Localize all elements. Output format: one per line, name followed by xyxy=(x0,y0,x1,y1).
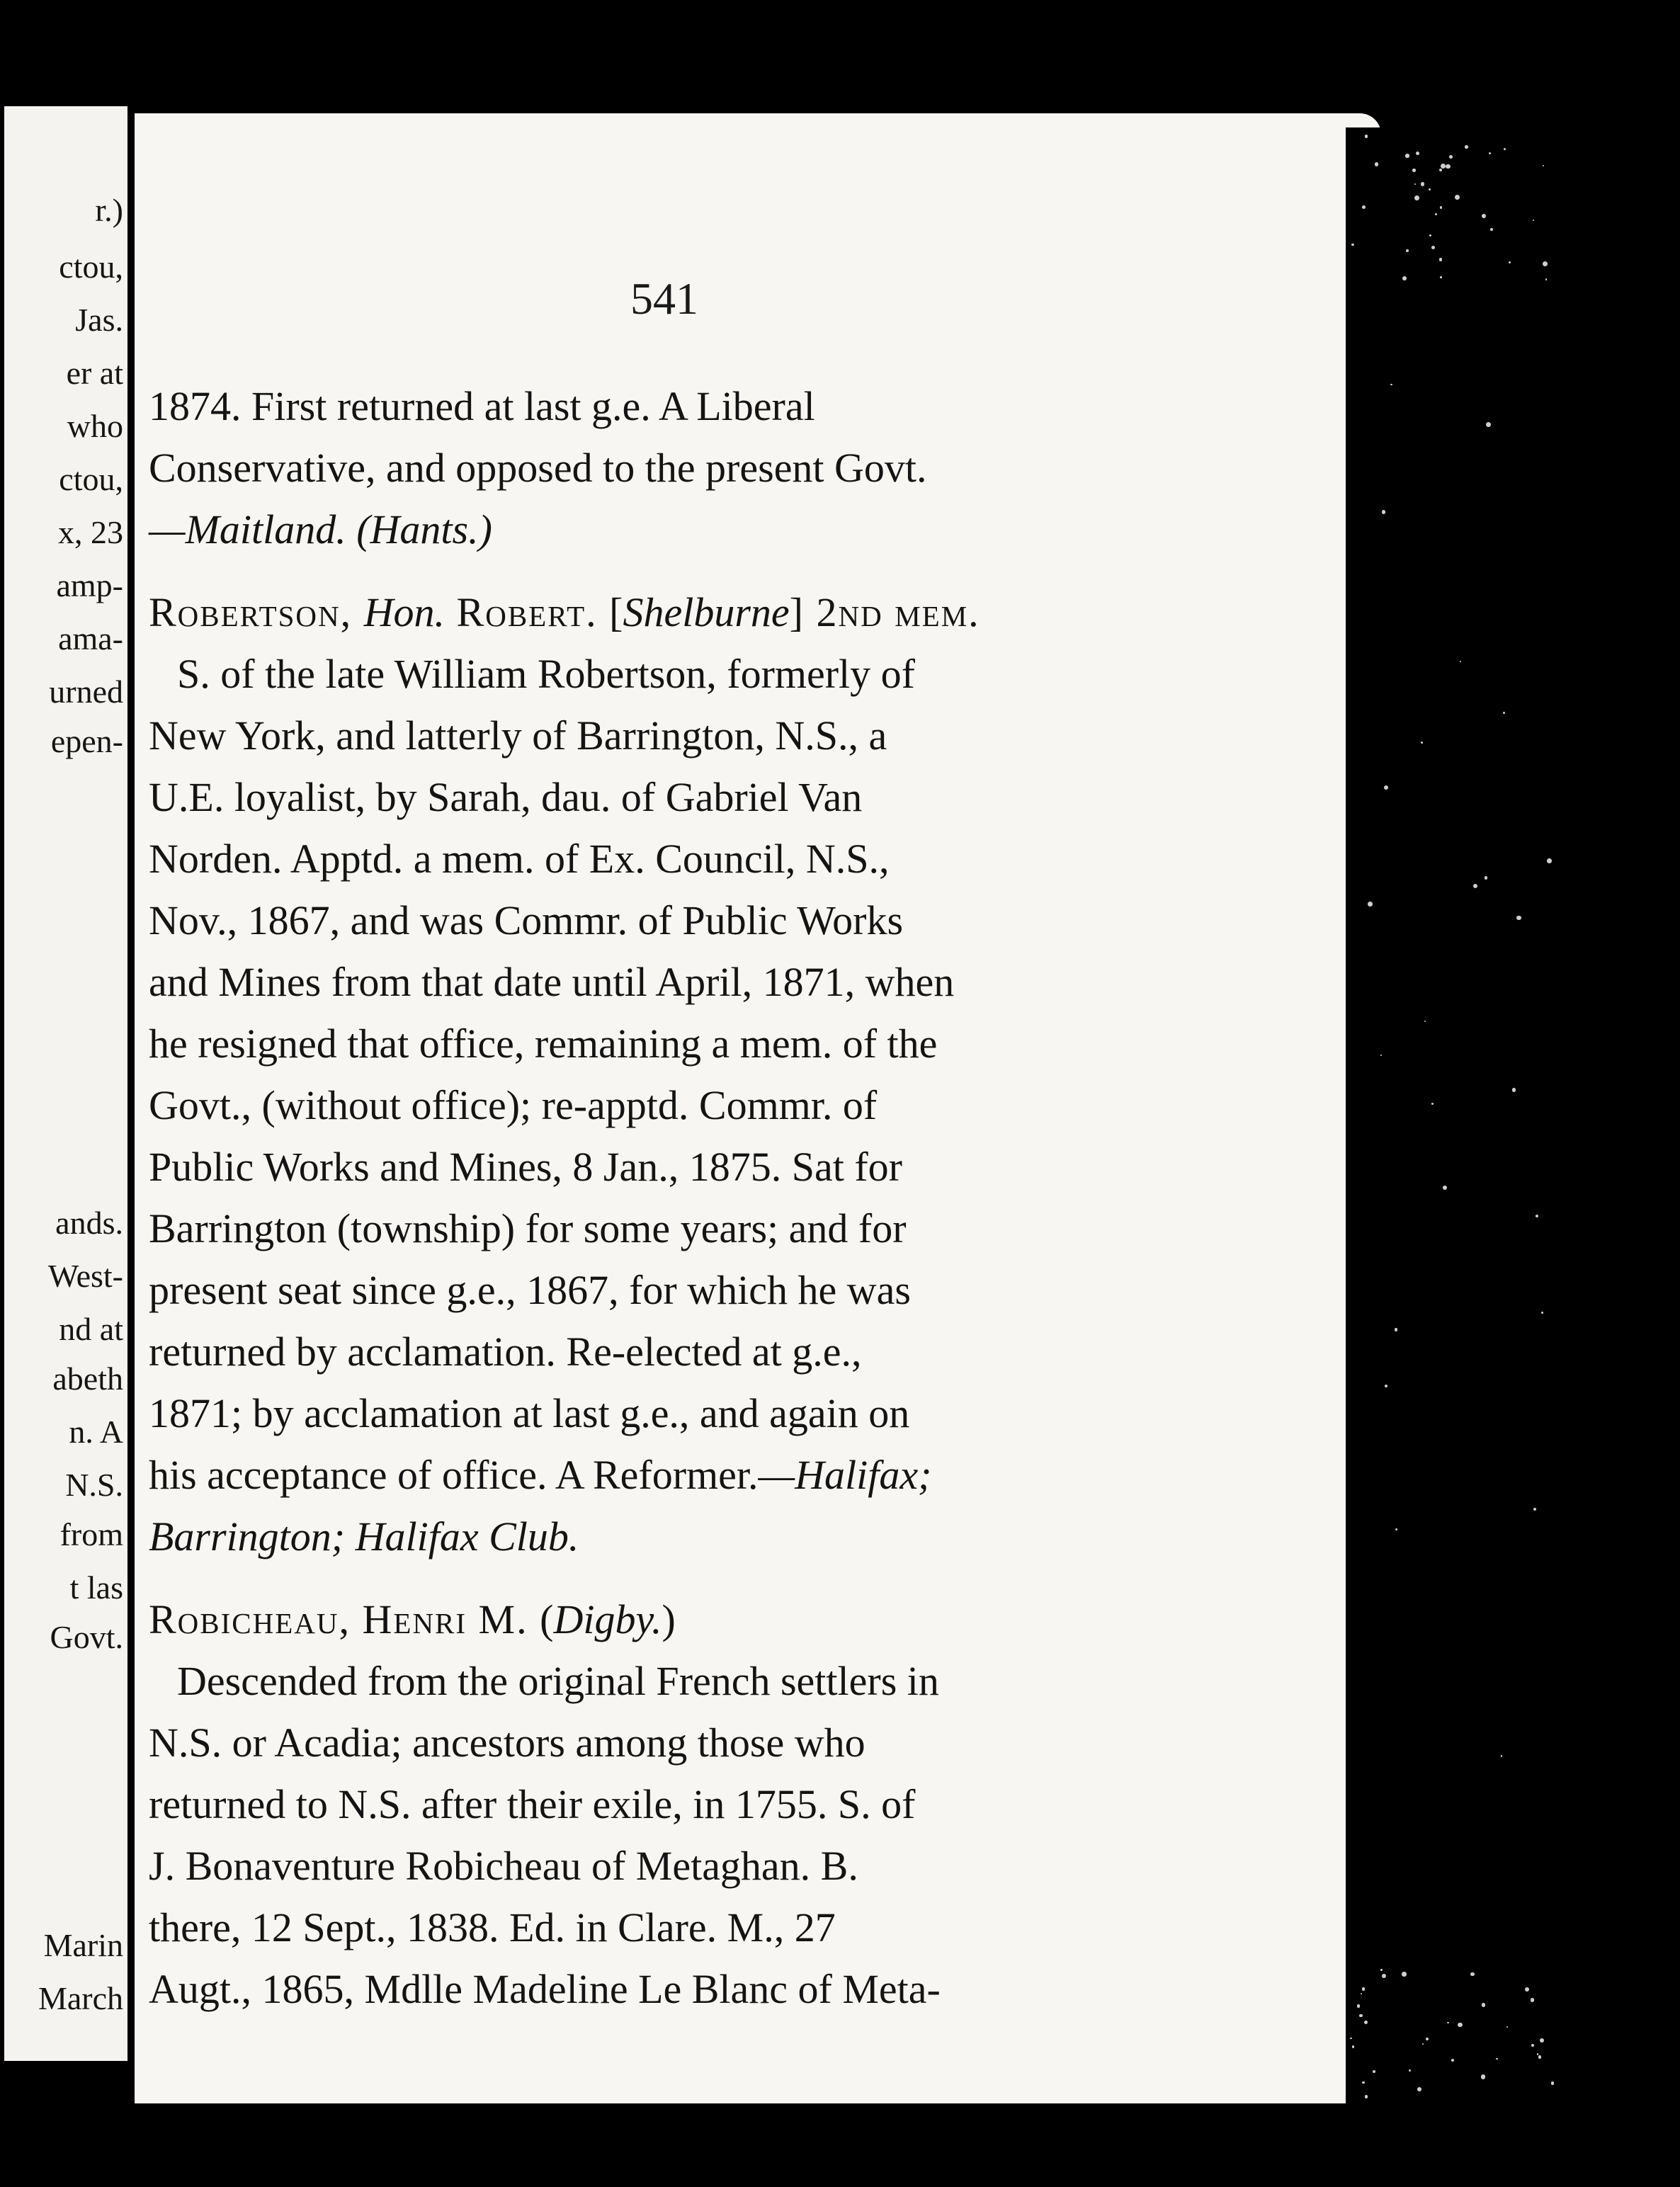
speck-mark xyxy=(1541,1312,1543,1314)
text-line xyxy=(149,951,1197,1013)
left-page-text: Jas. xyxy=(75,302,123,338)
speck-mark xyxy=(1512,1088,1516,1092)
text-run: ] 2nd mem. xyxy=(789,589,980,635)
speck-mark xyxy=(1446,164,1450,169)
text-line xyxy=(149,581,1197,643)
text-run: and Mines from that date until April, 1871, when xyxy=(149,959,955,1005)
text-run: ) xyxy=(662,1596,676,1642)
speck-mark xyxy=(1406,249,1409,252)
left-page-text: March xyxy=(38,1980,123,2016)
speck-mark xyxy=(1421,742,1423,744)
text-line xyxy=(149,1444,1197,1506)
speck-mark xyxy=(1473,884,1478,889)
speck-mark xyxy=(1414,183,1416,185)
speck-mark xyxy=(1506,2026,1508,2028)
speck-mark xyxy=(1416,152,1419,155)
speck-mark xyxy=(1525,1987,1529,1992)
speck-mark xyxy=(1501,1755,1503,1757)
text-run: S. of the late William Robertson, formerly of xyxy=(177,651,915,697)
speck-mark xyxy=(1382,1974,1386,1978)
speck-mark xyxy=(1362,1987,1365,1990)
text-line xyxy=(149,1506,1197,1567)
text-run: his acceptance of office. A Reformer. xyxy=(149,1452,759,1498)
text-run: Henri M. xyxy=(362,1596,540,1642)
speck-mark xyxy=(1414,195,1419,200)
speck-mark xyxy=(1465,145,1468,148)
left-page-text: r.) xyxy=(95,192,123,228)
text-line xyxy=(149,1773,1197,1835)
speck-mark xyxy=(1538,2055,1541,2058)
speck-mark xyxy=(1447,2022,1449,2024)
speck-mark xyxy=(1395,1528,1398,1531)
text-run: Robicheau, xyxy=(149,1596,363,1642)
text-line xyxy=(149,1835,1197,1897)
speck-mark xyxy=(1375,162,1378,166)
speck-mark xyxy=(1449,155,1453,159)
speck-mark xyxy=(1424,1021,1426,1022)
speck-mark xyxy=(1536,1215,1538,1217)
speck-mark xyxy=(1380,1969,1383,1971)
text-run: New York, and latterly of Barrington, N.S., a xyxy=(149,712,887,759)
text-run: J. Bonaventure Robicheau of Metaghan. B. xyxy=(149,1843,858,1889)
speck-mark xyxy=(1409,2069,1411,2072)
speck-mark xyxy=(1543,261,1548,266)
page-number: 541 xyxy=(630,273,698,324)
speck-mark xyxy=(1451,2059,1454,2062)
speck-mark xyxy=(1458,2023,1463,2028)
speck-mark xyxy=(1486,422,1491,427)
speck-mark xyxy=(1405,154,1409,157)
speck-mark xyxy=(1533,220,1534,221)
text-run: Robertson, xyxy=(149,589,364,635)
text-line xyxy=(149,1198,1197,1259)
text-run: 1874. First returned at last g.e. A Liberal xyxy=(149,383,815,429)
text-line xyxy=(149,437,1197,499)
left-page-text: x, 23 xyxy=(58,514,123,550)
speck-mark xyxy=(1426,2038,1429,2040)
left-page-text: ama- xyxy=(58,620,123,657)
text-run: there, 12 Sept., 1838. Ed. in Clare. M., 27 xyxy=(149,1904,836,1950)
text-run: Barrington; Halifax Club. xyxy=(149,1513,579,1560)
text-line xyxy=(149,1136,1197,1198)
speck-mark xyxy=(1440,276,1442,278)
text-line xyxy=(149,643,1197,705)
left-page-text: amp- xyxy=(56,567,123,603)
text-line xyxy=(149,1321,1197,1382)
text-run: 1871; by acclamation at last g.e., and again on xyxy=(149,1390,910,1436)
text-run: Nov., 1867, and was Commr. of Public Works xyxy=(149,897,904,943)
left-page-text: ands. xyxy=(55,1205,123,1241)
speck-mark xyxy=(1380,1055,1382,1056)
main-page xyxy=(135,113,1381,2103)
speck-mark xyxy=(1390,384,1392,385)
speck-mark xyxy=(1516,916,1521,921)
text-line xyxy=(149,1650,1197,1712)
text-run: —Halifax; xyxy=(758,1452,932,1498)
text-line xyxy=(149,375,1197,437)
text-run: —Maitland. (Hants.) xyxy=(149,506,492,552)
speck-mark xyxy=(1504,148,1506,150)
speck-mark xyxy=(1543,165,1544,166)
left-page-text: abeth xyxy=(52,1361,123,1397)
speck-mark xyxy=(1545,278,1547,280)
left-page-text: ctou, xyxy=(59,461,123,497)
speck-mark xyxy=(1540,2038,1544,2043)
text-line xyxy=(149,1259,1197,1321)
text-line xyxy=(149,499,1197,560)
left-page-text: Marin xyxy=(43,1927,123,1963)
speck-mark xyxy=(1533,1508,1536,1511)
speck-mark xyxy=(1496,2058,1498,2060)
speck-mark xyxy=(1350,2038,1351,2039)
text-line xyxy=(149,1712,1197,1773)
speck-mark xyxy=(1509,261,1511,263)
text-line xyxy=(149,1897,1197,1958)
speck-mark xyxy=(1531,1998,1534,2001)
text-run: returned to N.S. after their exile, in 1755. S. of xyxy=(149,1781,916,1827)
speck-mark xyxy=(1359,2014,1362,2017)
text-run: Descended from the original French settlers in xyxy=(177,1658,939,1704)
speck-mark xyxy=(1431,1103,1434,1105)
left-page-text: West- xyxy=(47,1258,123,1294)
left-page-text: N.S. xyxy=(65,1467,123,1503)
speck-mark xyxy=(1531,2044,1534,2047)
right-page-edge xyxy=(1346,127,1579,2111)
paragraph-gap xyxy=(149,1567,1197,1589)
left-page-text: er at xyxy=(66,355,123,391)
text-line xyxy=(149,1589,1197,1650)
left-page-text: who xyxy=(67,408,123,444)
text-run: Robert. xyxy=(445,589,610,635)
text-run: Hon. xyxy=(363,589,445,635)
page-text xyxy=(149,375,1197,2020)
speck-mark xyxy=(1489,152,1491,154)
speck-mark xyxy=(1373,2070,1375,2073)
text-line xyxy=(149,1013,1197,1074)
speck-mark xyxy=(1503,712,1505,714)
speck-mark xyxy=(1365,135,1368,137)
speck-mark xyxy=(1417,2087,1421,2091)
speck-mark xyxy=(1351,244,1354,246)
paragraph-gap xyxy=(149,560,1197,581)
text-run: Public Works and Mines, 8 Jan., 1875. Sat for xyxy=(149,1144,902,1190)
speck-mark xyxy=(1352,2045,1355,2048)
speck-mark xyxy=(1402,276,1407,280)
speck-mark xyxy=(1439,258,1442,261)
speck-mark xyxy=(1439,169,1442,171)
left-page-fragment xyxy=(4,106,127,2061)
speck-mark xyxy=(1429,188,1431,191)
speck-mark xyxy=(1547,858,1551,863)
text-run: [ xyxy=(609,589,623,635)
speck-mark xyxy=(1368,902,1373,907)
text-line xyxy=(149,890,1197,951)
speck-mark xyxy=(1482,214,1486,218)
left-page-text: nd at xyxy=(59,1311,123,1347)
text-line xyxy=(149,1958,1197,2020)
speck-mark xyxy=(1443,1186,1447,1190)
left-page-text: t las xyxy=(69,1569,123,1606)
text-run: Barrington (township) for some years; and for xyxy=(149,1205,907,1251)
text-line xyxy=(149,705,1197,766)
speck-mark xyxy=(1421,182,1425,186)
speck-mark xyxy=(1551,2081,1554,2084)
speck-mark xyxy=(1365,2095,1368,2098)
text-run: ( xyxy=(540,1596,554,1642)
left-page-text: Govt. xyxy=(50,1619,123,1655)
speck-mark xyxy=(1412,169,1416,172)
speck-mark xyxy=(1382,510,1385,513)
left-page-text: urned xyxy=(49,674,123,710)
speck-mark xyxy=(1481,2074,1486,2079)
text-line xyxy=(149,766,1197,828)
speck-mark xyxy=(1385,1385,1387,1387)
text-run: he resigned that office, remaining a mem. of the xyxy=(149,1021,938,1067)
speck-mark xyxy=(1422,2043,1424,2045)
speck-mark xyxy=(1470,1972,1475,1977)
text-run: Shelburne xyxy=(623,589,790,635)
speck-mark xyxy=(1429,234,1431,237)
text-line xyxy=(149,1074,1197,1136)
speck-mark xyxy=(1482,2003,1486,2007)
left-page-text: epen- xyxy=(50,723,123,759)
text-run: Govt., (without office); re-apptd. Commr. of xyxy=(149,1082,878,1128)
text-run: returned by acclamation. Re-elected at g.e., xyxy=(149,1329,862,1375)
speck-mark xyxy=(1362,205,1366,209)
speck-mark xyxy=(1441,164,1446,169)
text-line xyxy=(149,828,1197,890)
speck-mark xyxy=(1384,785,1388,790)
speck-mark xyxy=(1490,228,1493,231)
speck-mark xyxy=(1455,195,1460,200)
text-run: Conservative, and opposed to the present Govt. xyxy=(149,445,927,491)
speck-mark xyxy=(1485,876,1488,880)
text-run: Norden. Apptd. a mem. of Ex. Council, N.S., xyxy=(149,836,890,882)
speck-mark xyxy=(1435,213,1437,215)
text-run: N.S. or Acadia; ancestors among those who xyxy=(149,1720,865,1766)
speck-mark xyxy=(1395,1328,1397,1331)
speck-mark xyxy=(1361,1993,1362,1994)
speck-mark xyxy=(1402,1972,1406,1976)
left-page-text: ctou, xyxy=(59,249,123,285)
speck-mark xyxy=(1364,2021,1368,2024)
speck-mark xyxy=(1357,2004,1360,2007)
text-line xyxy=(149,1382,1197,1444)
left-page-text: from xyxy=(59,1516,123,1552)
text-run: U.E. loyalist, by Sarah, dau. of Gabriel Van xyxy=(149,774,863,820)
speck-mark xyxy=(1460,661,1461,662)
text-run: Digby. xyxy=(553,1596,662,1642)
left-page-text: n. A xyxy=(69,1414,123,1450)
speck-mark xyxy=(1440,206,1442,208)
text-run: Augt., 1865, Mdlle Madeline Le Blanc of Meta- xyxy=(149,1966,941,2012)
speck-mark xyxy=(1431,246,1435,249)
speck-mark xyxy=(1362,2081,1365,2084)
text-run: present seat since g.e., 1867, for which he was xyxy=(149,1267,911,1313)
